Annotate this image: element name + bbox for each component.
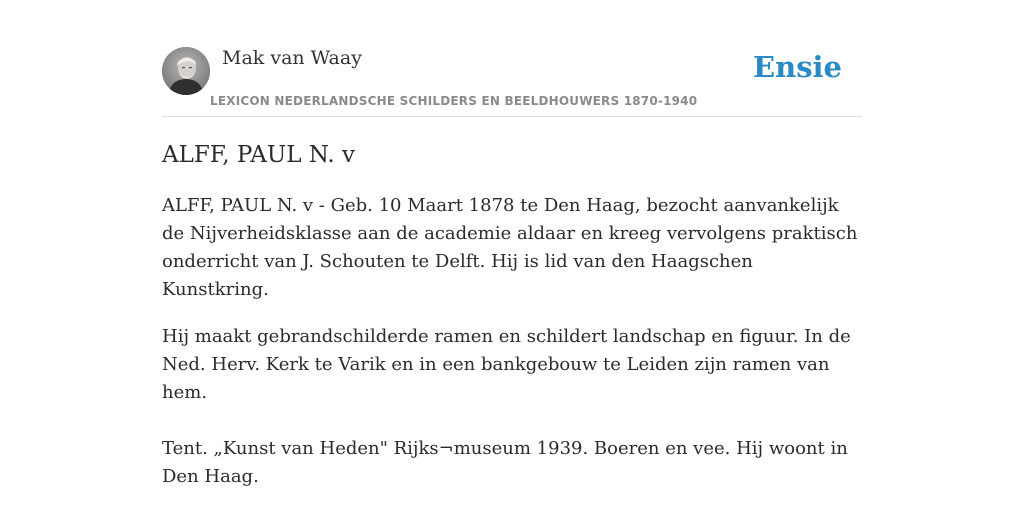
- article-title: ALFF, PAUL N. v: [162, 142, 356, 168]
- ensie-logo[interactable]: Ensie: [753, 50, 842, 84]
- article-paragraph: ALFF, PAUL N. v - Geb. 10 Maart 1878 te Den Haag, bezocht aanvankelijk de Nijverheidsklasse aan de academie aldaar en kreeg vervolgens praktisch onderricht van J. Schouten te Delft. Hij is lid van den Haagschen Kunstkring.: [162, 195, 858, 300]
- article-paragraph: Tent. „Kunst van Heden" Rijks¬museum 1939. Boeren en vee. Hij woont in Den Haag.: [162, 438, 848, 487]
- article-content: [162, 140, 862, 510]
- article-paragraph: Hij maakt gebrandschilderde ramen en schildert landschap en figuur. In de Ned. Herv. Kerk te Varik en in een bankgebouw te Leiden zijn ramen van hem.: [162, 326, 851, 403]
- source-lexicon-link[interactable]: LEXICON NEDERLANDSCHE SCHILDERS EN BEELDHOUWERS 1870-1940: [210, 94, 698, 108]
- article-header: [162, 46, 862, 117]
- author-avatar[interactable]: [162, 47, 210, 95]
- author-name[interactable]: Mak van Waay: [222, 47, 362, 69]
